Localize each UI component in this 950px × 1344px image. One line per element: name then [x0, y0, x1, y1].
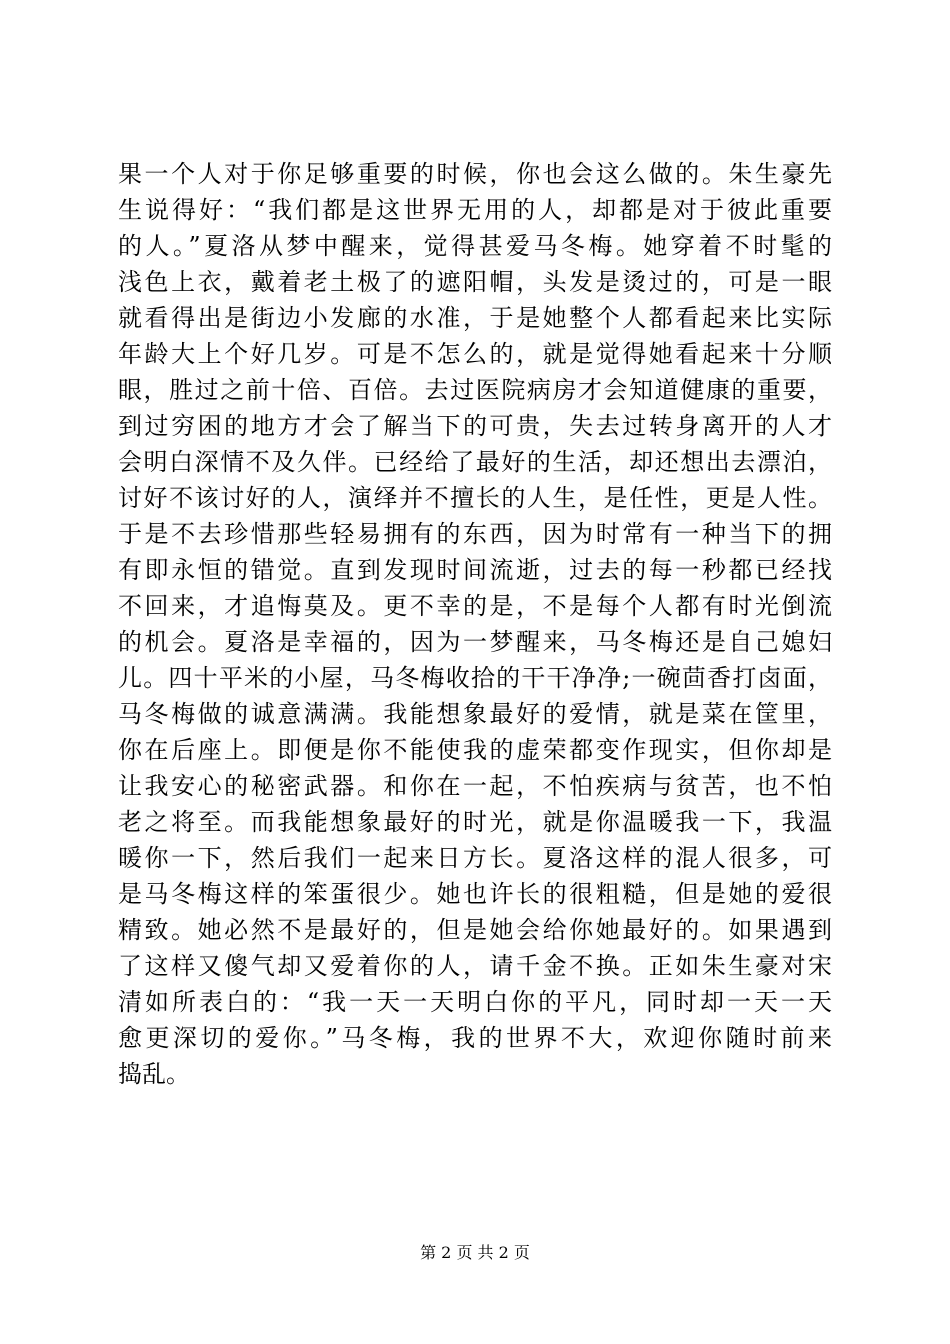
body-line: 愈更深切的爱你。”马冬梅，我的世界不大，欢迎你随时前来 [118, 1024, 832, 1052]
body-line: 清如所表白的：“我一天一天明白你的平凡，同时却一天一天 [118, 988, 832, 1016]
body-line: 生说得好：“我们都是这世界无用的人，却都是对于彼此重要 [118, 196, 832, 224]
body-line: 有即永恒的错觉。直到发现时间流逝，过去的每一秒都已经找 [118, 556, 832, 584]
body-line: 浅色上衣，戴着老土极了的遮阳帽，头发是烫过的，可是一眼 [118, 268, 832, 296]
body-line: 暖你一下，然后我们一起来日方长。夏洛这样的混人很多，可 [118, 844, 832, 872]
body-line: 不回来，才追悔莫及。更不幸的是，不是每个人都有时光倒流 [118, 592, 832, 620]
body-line: 了这样又傻气却又爱着你的人，请千金不换。正如朱生豪对宋 [118, 952, 832, 980]
body-line: 眼，胜过之前十倍、百倍。去过医院病房才会知道健康的重要， [118, 376, 832, 404]
body-line: 讨好不该讨好的人，演绎并不擅长的人生，是任性，更是人性。 [118, 484, 832, 512]
body-line: 儿。四十平米的小屋，马冬梅收拾的干干净净;一碗茴香打卤面， [118, 664, 832, 692]
body-line: 到过穷困的地方才会了解当下的可贵，失去过转身离开的人才 [118, 412, 832, 440]
body-line: 年龄大上个好几岁。可是不怎么的，就是觉得她看起来十分顺 [118, 340, 832, 368]
body-line: 你在后座上。即便是你不能使我的虚荣都变作现实，但你却是 [118, 736, 832, 764]
body-line: 马冬梅做的诚意满满。我能想象最好的爱情，就是菜在筐里， [118, 700, 832, 728]
body-line: 的人。”夏洛从梦中醒来，觉得甚爱马冬梅。她穿着不时髦的 [118, 232, 832, 260]
body-line: 捣乱。 [118, 1060, 190, 1088]
page-number-footer: 第 2 页 共 2 页 [420, 1243, 530, 1262]
body-line: 老之将至。而我能想象最好的时光，就是你温暖我一下，我温 [118, 808, 832, 836]
body-line: 会明白深情不及久伴。已经给了最好的生活，却还想出去漂泊， [118, 448, 832, 476]
body-line: 是马冬梅这样的笨蛋很少。她也许长的很粗糙，但是她的爱很 [118, 880, 832, 908]
body-line: 果一个人对于你足够重要的时候，你也会这么做的。朱生豪先 [118, 160, 832, 188]
body-line: 精致。她必然不是最好的，但是她会给你她最好的。如果遇到 [118, 916, 832, 944]
document-body [118, 156, 832, 1092]
body-line: 让我安心的秘密武器。和你在一起，不怕疾病与贫苦，也不怕 [118, 772, 832, 800]
body-line: 就看得出是街边小发廊的水准，于是她整个人都看起来比实际 [118, 304, 832, 332]
body-line: 的机会。夏洛是幸福的，因为一梦醒来，马冬梅还是自己媳妇 [118, 628, 832, 656]
body-line: 于是不去珍惜那些轻易拥有的东西，因为时常有一种当下的拥 [118, 520, 832, 548]
